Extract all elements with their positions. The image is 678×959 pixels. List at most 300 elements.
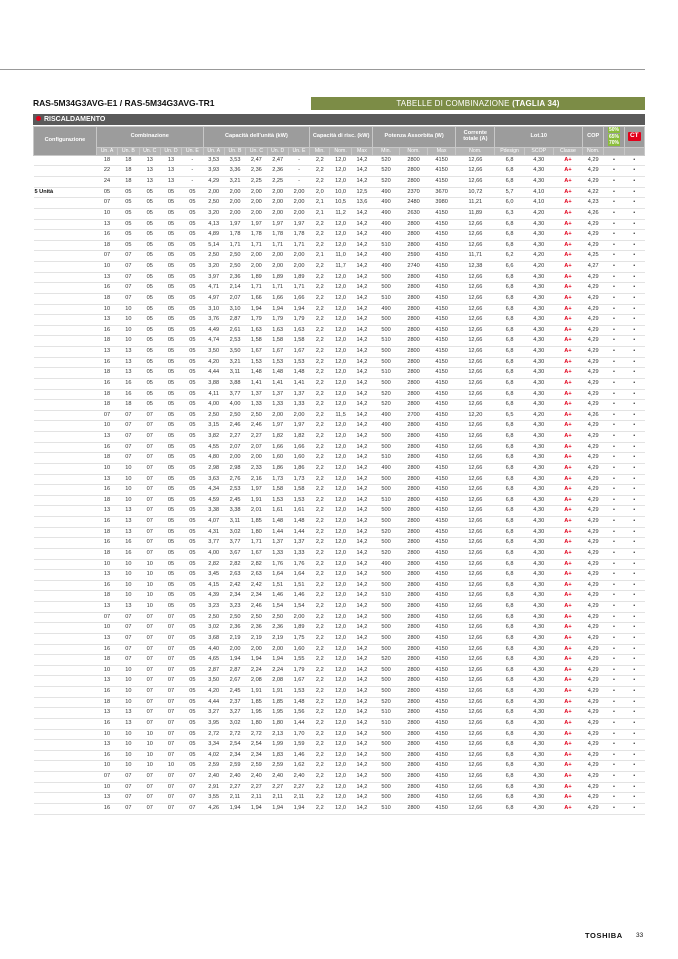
table-cell: 510 <box>373 803 400 814</box>
table-cell: 1,71 <box>246 240 267 251</box>
table-cell: 07 <box>160 655 181 666</box>
table-cell: 10 <box>118 729 139 740</box>
table-cell: 1,76 <box>288 559 309 570</box>
table-cell: 12,0 <box>330 729 351 740</box>
table-cell: 05 <box>160 570 181 581</box>
table-cell: 16 <box>96 517 117 528</box>
table-cell: 10 <box>96 262 117 273</box>
table-cell: • <box>604 368 624 379</box>
table-cell: 2800 <box>400 718 428 729</box>
table-cell: A+ <box>553 772 582 783</box>
table-cell: 1,70 <box>288 729 309 740</box>
table-cell: 3,53 <box>224 155 245 166</box>
table-cell: 12,0 <box>330 240 351 251</box>
table-cell: 4,30 <box>524 655 553 666</box>
table-cell: 12,0 <box>330 602 351 613</box>
table-cell: • <box>604 655 624 666</box>
table-row <box>34 718 645 729</box>
table-cell: 4150 <box>428 772 456 783</box>
table-cell: 4150 <box>428 262 456 273</box>
table-cell: 2,2 <box>310 740 330 751</box>
table-cell: 4150 <box>428 453 456 464</box>
table-cell: 3,82 <box>203 432 224 443</box>
table-cell: 1,71 <box>267 240 288 251</box>
table-cell: 07 <box>139 432 160 443</box>
table-cell: 1,46 <box>288 750 309 761</box>
table-row <box>34 655 645 666</box>
table-cell: 2,2 <box>310 378 330 389</box>
table-cell: A+ <box>553 187 582 198</box>
table-cell: 11,2 <box>330 208 351 219</box>
table-cell: 4,07 <box>203 517 224 528</box>
table-cell: 2,01 <box>246 506 267 517</box>
table-cell: 05 <box>182 378 203 389</box>
table-cell: A+ <box>553 506 582 517</box>
table-cell: 490 <box>373 410 400 421</box>
table-cell: 510 <box>373 591 400 602</box>
table-cell: 05 <box>182 495 203 506</box>
table-cell: 4,31 <box>203 527 224 538</box>
table-cell: 2,2 <box>310 750 330 761</box>
table-cell: 2,19 <box>246 633 267 644</box>
table-cell: 6,8 <box>495 517 524 528</box>
table-cell: 4,30 <box>524 304 553 315</box>
table-cell: 2800 <box>400 676 428 687</box>
table-cell: 07 <box>182 772 203 783</box>
table-cell: 05 <box>160 400 181 411</box>
table-cell: 4150 <box>428 548 456 559</box>
table-cell: 14,2 <box>351 251 372 262</box>
table-cell: 12,0 <box>330 421 351 432</box>
table-cell: 05 <box>160 495 181 506</box>
table-cell: 2480 <box>400 198 428 209</box>
table-cell: 4,30 <box>524 347 553 358</box>
table-cell: 4,30 <box>524 527 553 538</box>
config-cell <box>34 793 97 804</box>
table-row <box>34 378 645 389</box>
table-cell: 2800 <box>400 368 428 379</box>
table-cell: 14,2 <box>351 803 372 814</box>
table-cell: 12,0 <box>330 272 351 283</box>
table-cell: 4,29 <box>583 219 604 230</box>
table-cell: • <box>624 517 644 528</box>
table-cell: 2,82 <box>246 559 267 570</box>
table-cell: 4,29 <box>583 304 604 315</box>
table-cell: 18 <box>96 527 117 538</box>
table-cell: 2,2 <box>310 304 330 315</box>
cop-70: 70% <box>608 139 619 146</box>
config-cell <box>34 665 97 676</box>
table-cell: A+ <box>553 570 582 581</box>
table-cell: 11,7 <box>330 262 351 273</box>
table-cell: 07 <box>160 772 181 783</box>
table-cell: 2800 <box>400 177 428 188</box>
table-cell: 500 <box>373 485 400 496</box>
table-cell: 2,25 <box>267 177 288 188</box>
table-cell: • <box>624 293 644 304</box>
table-cell: 10 <box>118 463 139 474</box>
table-cell: 3,20 <box>203 208 224 219</box>
table-cell: 1,53 <box>246 357 267 368</box>
toshiba-logo: TOSHIBA <box>585 931 623 940</box>
table-cell: 18 <box>96 655 117 666</box>
config-cell: 5 Unità <box>34 187 97 198</box>
table-cell: 4,29 <box>583 283 604 294</box>
config-cell <box>34 485 97 496</box>
table-cell: 07 <box>118 644 139 655</box>
table-cell: • <box>624 283 644 294</box>
table-cell: 4,30 <box>524 740 553 751</box>
table-row <box>34 421 645 432</box>
table-cell: 2800 <box>400 740 428 751</box>
table-cell: A+ <box>553 793 582 804</box>
table-cell: 12,0 <box>330 591 351 602</box>
table-cell: 2800 <box>400 548 428 559</box>
table-cell: 10 <box>118 697 139 708</box>
table-cell: 13 <box>96 506 117 517</box>
table-cell: 2,40 <box>267 772 288 783</box>
table-cell: 520 <box>373 389 400 400</box>
table-cell: 05 <box>182 761 203 772</box>
subheader-cell: Un. D <box>267 147 288 155</box>
table-cell: 10 <box>139 750 160 761</box>
table-cell: 2,00 <box>267 644 288 655</box>
table-cell: 16 <box>118 548 139 559</box>
table-cell: 12,66 <box>456 750 495 761</box>
table-cell: 1,76 <box>267 559 288 570</box>
table-row <box>34 527 645 538</box>
table-cell: 1,51 <box>288 580 309 591</box>
table-cell: 2800 <box>400 432 428 443</box>
table-cell: 16 <box>96 357 117 368</box>
table-cell: A+ <box>553 453 582 464</box>
table-cell: 18 <box>96 240 117 251</box>
table-cell: 07 <box>160 750 181 761</box>
table-cell: 05 <box>160 432 181 443</box>
table-cell: 05 <box>160 602 181 613</box>
table-cell: 05 <box>182 612 203 623</box>
table-cell: • <box>624 442 644 453</box>
table-cell: 1,78 <box>224 230 245 241</box>
table-cell: A+ <box>553 676 582 687</box>
table-cell: 18 <box>96 453 117 464</box>
table-cell: • <box>624 708 644 719</box>
table-cell: 14,2 <box>351 283 372 294</box>
table-cell: 4,13 <box>203 219 224 230</box>
subheader-cell: Un. C <box>139 147 160 155</box>
table-cell: 2800 <box>400 325 428 336</box>
table-cell: 4,00 <box>224 400 245 411</box>
table-cell: 6,8 <box>495 453 524 464</box>
table-cell: 10 <box>118 750 139 761</box>
table-cell: 500 <box>373 676 400 687</box>
table-cell: 1,82 <box>267 432 288 443</box>
table-cell: • <box>624 495 644 506</box>
table-cell: 1,66 <box>267 293 288 304</box>
table-cell: A+ <box>553 155 582 166</box>
table-cell: 6,8 <box>495 676 524 687</box>
table-cell: 05 <box>160 357 181 368</box>
table-cell: A+ <box>553 421 582 432</box>
table-cell: 4,29 <box>583 782 604 793</box>
table-cell: 4,30 <box>524 580 553 591</box>
table-cell: A+ <box>553 718 582 729</box>
table-cell: 05 <box>182 400 203 411</box>
table-cell: 2800 <box>400 602 428 613</box>
combination-table <box>33 126 645 815</box>
table-cell: 4,30 <box>524 782 553 793</box>
table-cell: 4,39 <box>203 591 224 602</box>
table-cell: 12,66 <box>456 177 495 188</box>
table-cell: 4,30 <box>524 240 553 251</box>
table-cell: 1,58 <box>246 336 267 347</box>
table-cell: 4,30 <box>524 283 553 294</box>
table-cell: 16 <box>96 230 117 241</box>
table-cell: 14,2 <box>351 166 372 177</box>
table-cell: 4,29 <box>583 527 604 538</box>
table-cell: • <box>604 293 624 304</box>
table-cell: 18 <box>118 166 139 177</box>
table-cell: 05 <box>139 219 160 230</box>
table-cell: A+ <box>553 432 582 443</box>
table-cell: 4,29 <box>583 655 604 666</box>
section-heating-bar <box>33 114 645 125</box>
table-cell: • <box>624 463 644 474</box>
table-cell: 12,0 <box>330 219 351 230</box>
table-cell: 2800 <box>400 347 428 358</box>
table-cell: 4,30 <box>524 272 553 283</box>
table-cell: 2,76 <box>224 474 245 485</box>
table-cell: 05 <box>160 368 181 379</box>
subheader-cell: Max <box>351 147 372 155</box>
table-cell: 2,59 <box>224 761 245 772</box>
table-cell: 1,58 <box>267 485 288 496</box>
table-cell: 1,48 <box>267 517 288 528</box>
table-cell: 2,42 <box>224 580 245 591</box>
table-cell: 05 <box>139 325 160 336</box>
table-cell: • <box>604 198 624 209</box>
table-row <box>34 729 645 740</box>
table-cell: • <box>624 251 644 262</box>
table-cell: 2,34 <box>224 750 245 761</box>
table-cell: 4150 <box>428 293 456 304</box>
table-cell: • <box>604 410 624 421</box>
table-cell: 4150 <box>428 708 456 719</box>
table-cell: 4,29 <box>583 580 604 591</box>
table-cell: • <box>624 177 644 188</box>
table-cell: 2,2 <box>310 389 330 400</box>
table-cell: 3,10 <box>224 304 245 315</box>
table-cell: 07 <box>118 272 139 283</box>
table-cell: 1,46 <box>267 591 288 602</box>
table-cell: A+ <box>553 474 582 485</box>
table-cell: - <box>288 166 309 177</box>
table-cell: 3,23 <box>224 602 245 613</box>
table-cell: 07 <box>139 697 160 708</box>
table-cell: A+ <box>553 230 582 241</box>
table-cell: 4150 <box>428 591 456 602</box>
table-cell: 2,63 <box>224 570 245 581</box>
table-cell: 12,66 <box>456 718 495 729</box>
table-cell: 14,2 <box>351 325 372 336</box>
table-cell: 2,2 <box>310 559 330 570</box>
table-cell: 2800 <box>400 527 428 538</box>
table-cell: • <box>624 623 644 634</box>
table-cell: 2,36 <box>267 623 288 634</box>
table-cell: 1,86 <box>267 463 288 474</box>
subheader-cell: Min. <box>373 147 400 155</box>
table-cell: 4,29 <box>583 761 604 772</box>
table-cell: 4,29 <box>583 368 604 379</box>
subheader-cell: Un. C <box>246 147 267 155</box>
table-cell: 4,29 <box>583 389 604 400</box>
table-cell: 2,40 <box>224 772 245 783</box>
table-cell: 4,55 <box>203 442 224 453</box>
table-cell: 4,29 <box>583 166 604 177</box>
config-cell <box>34 177 97 188</box>
config-cell <box>34 580 97 591</box>
table-cell: 4,20 <box>524 262 553 273</box>
table-cell: 14,2 <box>351 538 372 549</box>
table-cell: 2,2 <box>310 495 330 506</box>
table-cell: A+ <box>553 389 582 400</box>
table-row <box>34 155 645 166</box>
table-cell: 1,97 <box>224 219 245 230</box>
table-row <box>34 591 645 602</box>
table-row <box>34 612 645 623</box>
table-cell: 2,27 <box>246 782 267 793</box>
table-cell: 4,30 <box>524 432 553 443</box>
table-cell: 05 <box>160 389 181 400</box>
table-cell: 6,8 <box>495 793 524 804</box>
table-row <box>34 463 645 474</box>
table-cell: • <box>604 485 624 496</box>
table-cell: 13 <box>118 517 139 528</box>
table-cell: 13 <box>139 166 160 177</box>
table-cell: 14,2 <box>351 761 372 772</box>
table-cell: 10 <box>139 602 160 613</box>
table-cell: 12,66 <box>456 378 495 389</box>
table-cell: 12,0 <box>330 697 351 708</box>
table-cell: 3,63 <box>203 474 224 485</box>
table-cell: 14,2 <box>351 442 372 453</box>
table-cell: 1,58 <box>288 485 309 496</box>
table-cell: 490 <box>373 304 400 315</box>
table-cell: 1,44 <box>267 527 288 538</box>
header-capacita-risc: Capacità di risc. (kW) <box>310 127 373 148</box>
table-cell: 2,36 <box>224 272 245 283</box>
table-cell: 05 <box>182 655 203 666</box>
config-cell <box>34 602 97 613</box>
table-cell: 2,07 <box>246 442 267 453</box>
table-cell: 05 <box>182 750 203 761</box>
table-cell: 510 <box>373 718 400 729</box>
table-cell: • <box>604 177 624 188</box>
table-cell: A+ <box>553 325 582 336</box>
table-row <box>34 517 645 528</box>
table-cell: 07 <box>118 782 139 793</box>
table-cell: 1,80 <box>267 718 288 729</box>
table-cell: 4,30 <box>524 495 553 506</box>
table-cell: 2,2 <box>310 655 330 666</box>
table-cell: • <box>624 378 644 389</box>
table-cell: 6,8 <box>495 463 524 474</box>
config-cell <box>34 453 97 464</box>
table-cell: 1,79 <box>288 665 309 676</box>
table-cell: 16 <box>96 283 117 294</box>
table-cell: 05 <box>139 240 160 251</box>
table-cell: 4,30 <box>524 485 553 496</box>
table-cell: A+ <box>553 315 582 326</box>
table-cell: 10 <box>96 623 117 634</box>
table-cell: 1,67 <box>288 347 309 358</box>
table-cell: 07 <box>139 463 160 474</box>
table-cell: 1,48 <box>246 368 267 379</box>
config-cell <box>34 219 97 230</box>
table-cell: 4150 <box>428 368 456 379</box>
table-cell: 4,29 <box>583 485 604 496</box>
table-cell: 10 <box>118 485 139 496</box>
config-cell <box>34 368 97 379</box>
table-cell: 14,2 <box>351 708 372 719</box>
table-cell: 12,0 <box>330 230 351 241</box>
table-cell: 520 <box>373 177 400 188</box>
table-cell: • <box>604 230 624 241</box>
table-cell: 4,29 <box>583 602 604 613</box>
table-cell: 14,2 <box>351 527 372 538</box>
table-cell: 4,49 <box>203 325 224 336</box>
table-cell: 12,66 <box>456 644 495 655</box>
table-cell: • <box>624 262 644 273</box>
table-cell: 4,20 <box>524 251 553 262</box>
table-cell: 05 <box>182 293 203 304</box>
table-cell: 07 <box>139 687 160 698</box>
table-cell: 6,8 <box>495 633 524 644</box>
table-cell: 2,2 <box>310 803 330 814</box>
table-cell: 12,66 <box>456 772 495 783</box>
table-cell: 4150 <box>428 315 456 326</box>
table-cell: 2,00 <box>246 198 267 209</box>
table-cell: 12,66 <box>456 155 495 166</box>
table-cell: 07 <box>160 729 181 740</box>
table-cell: 4,20 <box>524 208 553 219</box>
table-cell: 4150 <box>428 580 456 591</box>
table-cell: 3,67 <box>224 548 245 559</box>
table-cell: • <box>604 357 624 368</box>
table-cell: 1,37 <box>267 538 288 549</box>
table-cell: 2800 <box>400 272 428 283</box>
table-cell: 12,66 <box>456 506 495 517</box>
table-cell: 12,66 <box>456 336 495 347</box>
table-cell: 1,66 <box>288 442 309 453</box>
config-cell <box>34 208 97 219</box>
table-cell: 2,36 <box>224 623 245 634</box>
table-cell: 07 <box>118 633 139 644</box>
table-cell: 1,97 <box>246 485 267 496</box>
table-cell: 1,73 <box>288 474 309 485</box>
table-cell: 2,07 <box>224 442 245 453</box>
table-cell: 07 <box>160 782 181 793</box>
table-cell: • <box>604 538 624 549</box>
table-cell: 05 <box>182 410 203 421</box>
table-cell: 490 <box>373 219 400 230</box>
table-cell: 6,8 <box>495 219 524 230</box>
table-cell: 500 <box>373 633 400 644</box>
table-cell: • <box>624 665 644 676</box>
table-cell: 05 <box>182 538 203 549</box>
table-cell: 12,66 <box>456 368 495 379</box>
table-cell: 12,66 <box>456 166 495 177</box>
